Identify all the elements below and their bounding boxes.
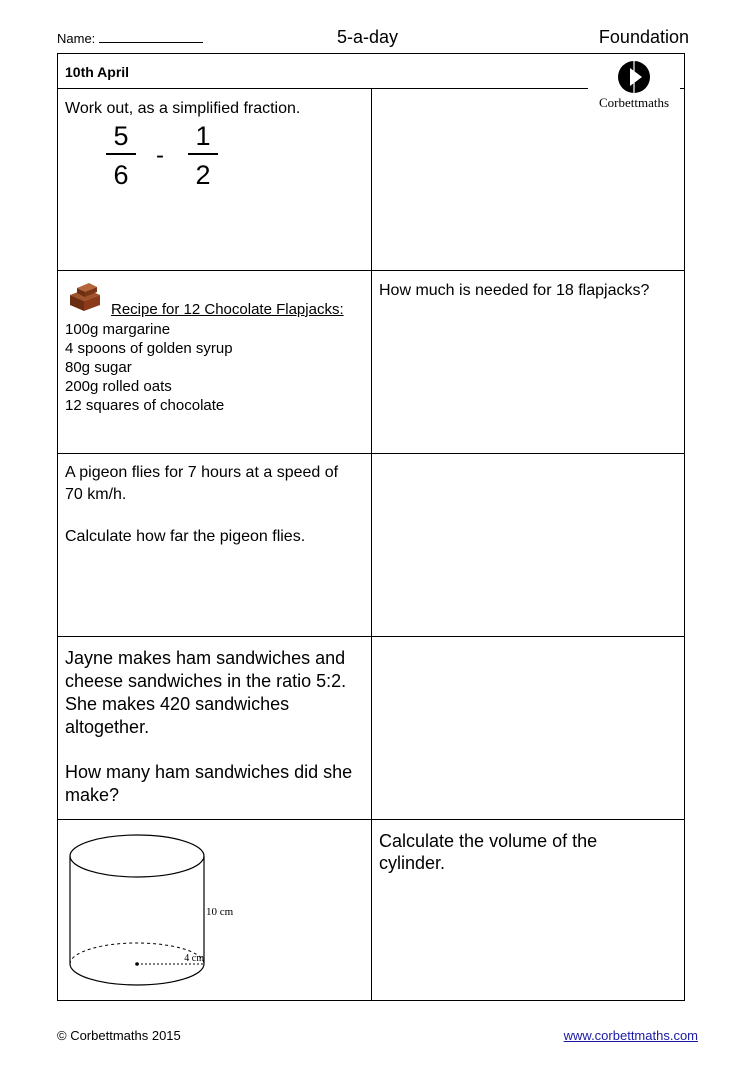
answer-cell-1[interactable] — [372, 88, 684, 270]
ingredient-item: 200g rolled oats — [65, 378, 172, 395]
answer-cell-2[interactable] — [372, 271, 684, 453]
question-row-3 — [58, 454, 684, 637]
answer-cell-3[interactable] — [372, 454, 684, 636]
question-row-4 — [58, 637, 684, 820]
fraction-a-denominator: 6 — [113, 160, 129, 190]
q4-line4: altogether. — [65, 717, 150, 737]
website-link[interactable]: www.corbettmaths.com — [563, 1028, 698, 1043]
chocolate-icon — [66, 281, 104, 313]
name-field[interactable] — [57, 31, 203, 46]
ingredient-item: 100g margarine — [65, 321, 171, 338]
ingredient-item: 80g sugar — [65, 359, 132, 376]
answer-cell-5[interactable] — [372, 820, 684, 1000]
ingredient-item: 4 spoons of golden syrup — [65, 340, 233, 357]
fraction-b-numerator: 1 — [195, 121, 211, 151]
q4-line5: How many ham sandwiches did she — [65, 762, 353, 782]
worksheet-grid — [57, 53, 685, 1001]
question-row-5 — [58, 820, 684, 1000]
copyright-notice: © Corbettmaths 2015 — [57, 1028, 181, 1043]
level-label: Foundation — [598, 27, 689, 47]
height-label: 10 cm — [206, 906, 234, 918]
question-cell-4 — [58, 637, 372, 819]
ingredient-item: 12 squares of chocolate — [65, 397, 225, 414]
question-cell-5 — [58, 820, 372, 1000]
q4-line3: She makes 420 sandwiches — [65, 694, 290, 714]
q1-text: Work out, as a simplified fraction. — [65, 100, 301, 117]
q5-line1: Calculate the volume of the — [379, 831, 598, 851]
fraction-one-half — [188, 120, 218, 191]
logo-text: Corbettmaths — [598, 95, 670, 110]
question-row-1 — [58, 88, 684, 271]
ingredient-list — [65, 320, 233, 415]
q3-text-line2: 70 km/h. — [65, 486, 127, 503]
date-label: 10th April — [65, 64, 130, 80]
recipe-title: Recipe for 12 Chocolate Flapjacks: — [111, 301, 344, 318]
q3-text-line1: A pigeon flies for 7 hours at a speed of — [65, 464, 339, 481]
worksheet-title: 5-a-day — [337, 27, 399, 47]
name-blank-line[interactable] — [99, 31, 203, 43]
fraction-five-sixths — [106, 120, 136, 191]
q4-line2: cheese sandwiches in the ratio 5:2. — [65, 671, 347, 691]
answer-cell-4[interactable] — [372, 637, 684, 819]
q4-line6: make? — [65, 785, 120, 805]
cylinder-diagram — [58, 820, 370, 1000]
q3-text-line3: Calculate how far the pigeon flies. — [65, 528, 306, 545]
radius-label: 4 cm — [184, 953, 204, 964]
question-cell-1 — [58, 88, 372, 270]
minus-operator: - — [156, 142, 164, 169]
question-cell-2 — [58, 271, 372, 453]
question-row-2 — [58, 271, 684, 454]
q2-question: How much is needed for 18 flapjacks? — [379, 282, 650, 299]
fraction-a-bar — [106, 153, 136, 155]
q5-line2: cylinder. — [379, 853, 446, 873]
name-label: Name: — [57, 31, 96, 46]
fraction-a-numerator: 5 — [113, 121, 129, 151]
question-cell-3 — [58, 454, 372, 636]
fraction-b-denominator: 2 — [195, 160, 211, 190]
fraction-b-bar — [188, 153, 218, 155]
q4-line1: Jayne makes ham sandwiches and — [65, 648, 346, 668]
